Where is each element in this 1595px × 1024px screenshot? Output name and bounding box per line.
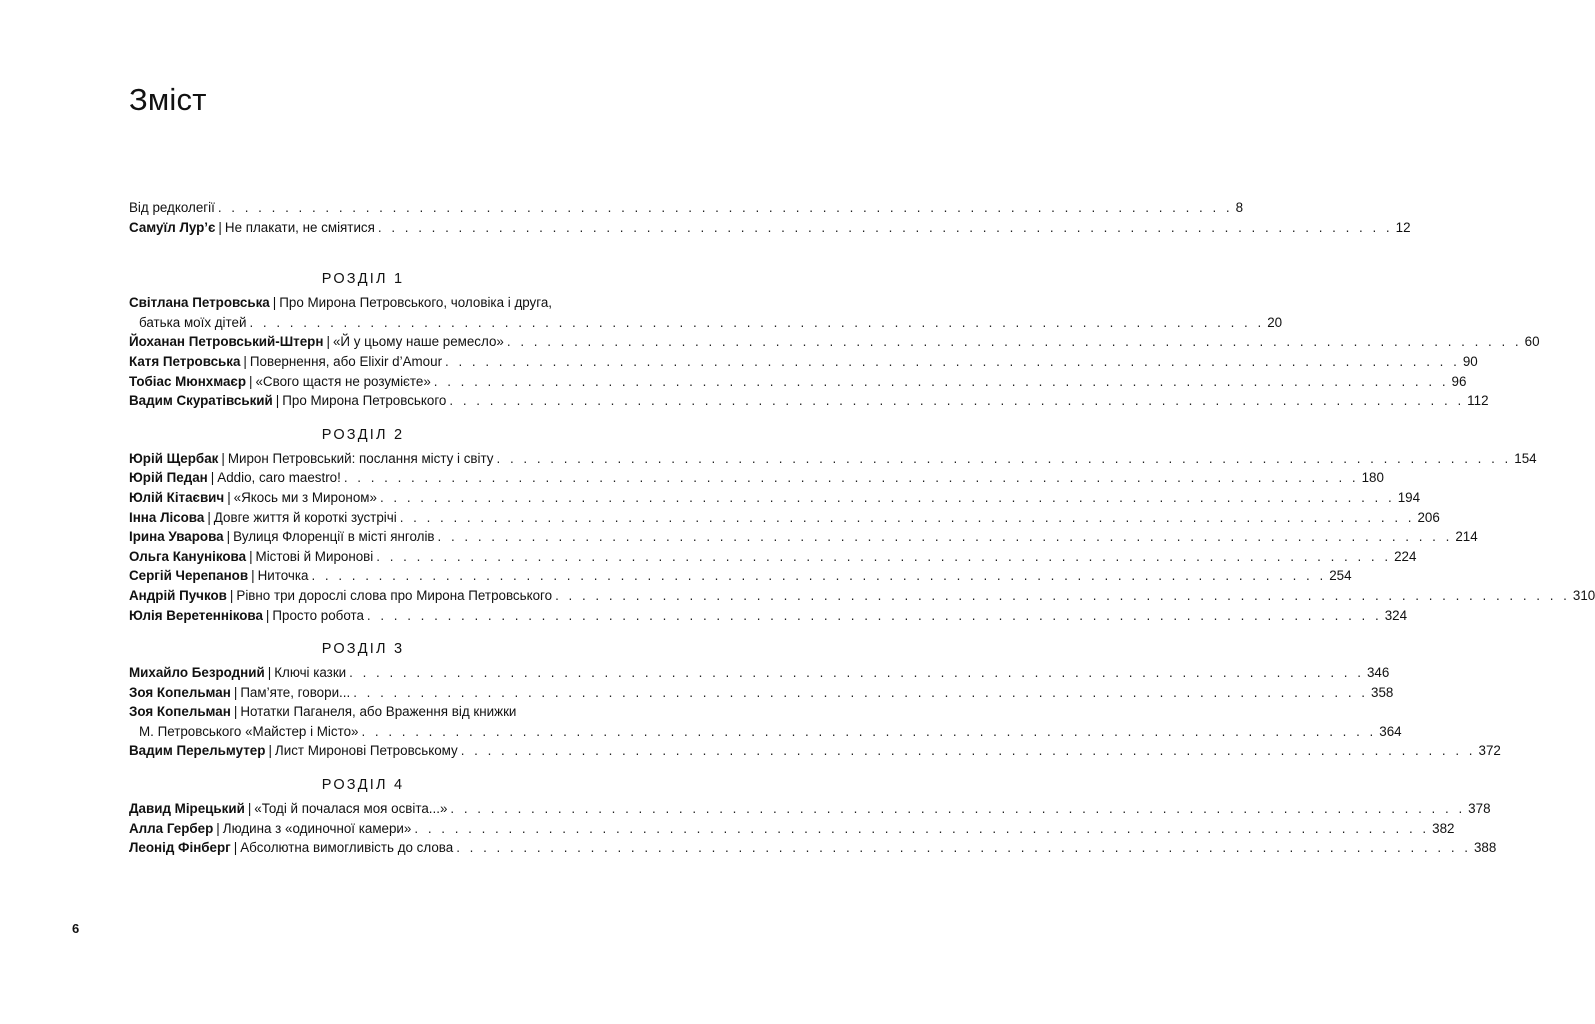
entry-title: Не плакати, не сміятися: [224, 219, 375, 235]
dot-leader: . . . . . . . . . . . . . . . . . . . . . . . . . . . . . . . . . . . . . . . . . . . . . . . . . . . . . . . . . . . . . . . . . . . . . . . . . . . .: [353, 684, 1369, 700]
dot-leader: . . . . . . . . . . . . . . . . . . . . . . . . . . . . . . . . . . . . . . . . . . . . . . . . . . . . . . . . . . . . . . . . . . . . . . . . . . . .: [496, 450, 1512, 466]
toc-entry[interactable]: [129, 391, 1489, 411]
entry-title: «Свого щастя не розумієте»: [255, 373, 431, 389]
entry-text: [129, 352, 442, 372]
page-number: 6: [72, 921, 80, 936]
entry-page: 346: [1366, 665, 1390, 681]
entry-title: Містові й Миронові: [255, 548, 374, 564]
separator: |: [243, 353, 247, 369]
separator: |: [233, 840, 238, 856]
entry-title: Нотатки Паганеля, або Враження від книжки: [240, 704, 517, 720]
entry-author: Йоханан Петровський-Штерн: [129, 334, 324, 350]
section-heading: РОЗДІЛ 4: [321, 777, 405, 794]
entry-author: Давид Мірецький: [129, 801, 245, 817]
entry-author: Самуїл Лур’є: [129, 219, 216, 235]
dot-leader: . . . . . . . . . . . . . . . . . . . . . . . . . . . . . . . . . . . . . . . . . . . . . . . . . . . . . . . . . . . . . . . . . . . . . . . . . . . .: [349, 665, 1364, 681]
entry-author: Юлій Кітаєвич: [129, 489, 225, 505]
toc-entry[interactable]: [129, 488, 1421, 508]
entry-title: Ниточка: [257, 568, 309, 584]
entry-text: [129, 372, 431, 392]
entry-title: Ключі казки: [274, 665, 347, 681]
dot-leader: . . . . . . . . . . . . . . . . . . . . . . . . . . . . . . . . . . . . . . . . . . . . . . . . . . . . . . . . . . . . . . . . . . . . . . . . . . . .: [343, 470, 1359, 486]
entry-author: Катя Петровська: [129, 353, 241, 369]
dot-leader: . . . . . . . . . . . . . . . . . . . . . . . . . . . . . . . . . . . . . . . . . . . . . . . . . . . . . . . . . . . . . . . . . . . . . . . . . . . .: [217, 200, 1233, 215]
toc-entry[interactable]: [129, 332, 1540, 352]
dot-leader: . . . . . . . . . . . . . . . . . . . . . . . . . . . . . . . . . . . . . . . . . . . . . . . . . . . . . . . . . . . . . . . . . . . . . . . . . . . .: [366, 607, 1382, 623]
entry-text: [129, 741, 458, 761]
toc-entry[interactable]: [129, 586, 1595, 606]
entry-page: 378: [1468, 801, 1491, 817]
entry-title: Довге життя й короткі зустрічі: [213, 509, 397, 525]
entry-author: Зоя Копельман: [129, 684, 231, 700]
entry-page: 60: [1524, 334, 1540, 350]
entry-title: Мирон Петровський: послання місту і світу: [227, 450, 494, 466]
dot-leader: . . . . . . . . . . . . . . . . . . . . . . . . . . . . . . . . . . . . . . . . . . . . . . . . . . . . . . . . . . . . . . . . . . . . . . . . . . . .: [460, 743, 1476, 759]
dot-leader: . . . . . . . . . . . . . . . . . . . . . . . . . . . . . . . . . . . . . . . . . . . . . . . . . . . . . . . . . . . . . . . . . . . . . . . . . . . .: [555, 587, 1570, 603]
entry-text: [129, 332, 504, 352]
entry-author: Юрій Щербак: [129, 450, 219, 466]
entry-page: 194: [1397, 489, 1421, 505]
dot-leader: . . . . . . . . . . . . . . . . . . . . . . . . . . . . . . . . . . . . . . . . . . . . . . . . . . . . . . . . . . . . . . . . . . . . . . . . . . . .: [414, 820, 1430, 836]
entry-text: [129, 566, 308, 586]
entry-author: Андрій Пучков: [129, 587, 227, 603]
toc-entry[interactable]: [129, 799, 1491, 819]
section-heading: РОЗДІЛ 1: [321, 271, 405, 288]
entry-page: 254: [1329, 568, 1352, 584]
separator: |: [272, 295, 277, 311]
entry-text: [129, 547, 373, 567]
entry-page: 96: [1451, 373, 1467, 389]
toc-entry[interactable]: [129, 702, 1402, 741]
dot-leader: . . . . . . . . . . . . . . . . . . . . . . . . . . . . . . . . . . . . . . . . . . . . . . . . . . . . . . . . . . . . . . . . . . . . . . . . . . . .: [379, 489, 1395, 505]
dot-leader: . . . . . . . . . . . . . . . . . . . . . . . . . . . . . . . . . . . . . . . . . . . . . . . . . . . . . . . . . . . . . . . . . . . . . . . . . . . .: [376, 548, 1392, 564]
entry-author: Вадим Перельмутер: [129, 743, 266, 759]
dot-leader: . . . . . . . . . . . . . . . . . . . . . . . . . . . . . . . . . . . . . . . . . . . . . . . . . . . . . . . . . . . . . . . . . . . . . . . . . . . .: [445, 353, 1460, 369]
entry-page: 8: [1235, 200, 1244, 215]
entry-author: Світлана Петровська: [129, 295, 270, 311]
entry-text: [129, 468, 341, 488]
entry-page: 206: [1417, 509, 1440, 525]
entry-text: [129, 508, 397, 528]
entry-title: «Тоді й почалася моя освіта...»: [254, 801, 448, 817]
separator: |: [226, 529, 231, 545]
entry-author: Інна Лісова: [129, 509, 205, 525]
entry-title: Пам’яте, говори...: [240, 684, 351, 700]
entry-page: 310: [1572, 587, 1595, 603]
toc-entry[interactable]: [129, 566, 1352, 586]
entry-text: [129, 838, 453, 858]
entry-page: 324: [1384, 607, 1408, 623]
separator: |: [267, 665, 272, 681]
toc-entry[interactable]: [129, 527, 1478, 547]
entry-page: 358: [1371, 684, 1394, 700]
entry-author: Сергій Черепанов: [129, 568, 249, 584]
separator: |: [216, 820, 220, 836]
entry-title: Рівно три дорослі слова про Мирона Петровського: [236, 587, 553, 603]
toc-entry[interactable]: [129, 508, 1440, 528]
toc-entry[interactable]: [129, 683, 1394, 703]
separator: |: [227, 489, 231, 505]
entry-title-continued: М. Петровського «Майстер і Місто»: [139, 723, 359, 739]
entry-title: Про Мирона Петровського: [282, 393, 447, 409]
entry-text: [129, 391, 446, 411]
entry-text: [129, 198, 215, 218]
dot-leader: . . . . . . . . . . . . . . . . . . . . . . . . . . . . . . . . . . . . . . . . . . . . . . . . . . . . . . . . . . . . . . . . . . . . . . . . . . . .: [361, 723, 1377, 739]
entry-title: Людина з «одиночної камери»: [222, 820, 412, 836]
page-title: Зміст: [129, 82, 207, 117]
entry-page: 20: [1267, 314, 1283, 330]
table-of-contents: [129, 198, 1595, 858]
entry-page: 180: [1361, 470, 1384, 486]
entry-page: 12: [1395, 219, 1411, 235]
entry-page: 388: [1473, 840, 1497, 856]
entry-title-continued: батька моїх дітей: [139, 314, 247, 330]
toc-entry[interactable]: [129, 838, 1497, 858]
dot-leader: . . . . . . . . . . . . . . . . . . . . . . . . . . . . . . . . . . . . . . . . . . . . . . . . . . . . . . . . . . . . . . . . . . . . . . . . . . . .: [456, 840, 1471, 856]
entry-title: Просто робота: [272, 607, 364, 623]
toc-entry[interactable]: [129, 741, 1501, 761]
dot-leader: . . . . . . . . . . . . . . . . . . . . . . . . . . . . . . . . . . . . . . . . . . . . . . . . . . . . . . . . . . . . . . . . . . . . . . . . . . . .: [399, 509, 1415, 525]
toc-entry[interactable]: [129, 468, 1384, 488]
section-heading: РОЗДІЛ 2: [321, 426, 405, 443]
entry-author: Юрій Педан: [129, 470, 208, 486]
separator: |: [218, 219, 222, 235]
toc-entry[interactable]: [129, 547, 1417, 567]
dot-leader: . . . . . . . . . . . . . . . . . . . . . . . . . . . . . . . . . . . . . . . . . . . . . . . . . . . . . . . . . . . . . . . . . . . . . . . . . . . .: [377, 219, 1393, 235]
entry-title: Вулиця Флоренції в місті янголів: [233, 529, 435, 545]
entry-page: 154: [1514, 450, 1537, 466]
dot-leader: . . . . . . . . . . . . . . . . . . . . . . . . . . . . . . . . . . . . . . . . . . . . . . . . . . . . . . . . . . . . . . . . . . . . . . . . . . . .: [437, 529, 1453, 545]
entry-title: Від редколегії: [129, 200, 215, 215]
entry-title: Лист Миронові Петровському: [274, 743, 458, 759]
toc-entry[interactable]: [129, 218, 1411, 238]
entry-author: Алла Гербер: [129, 820, 214, 836]
entry-title: «Й у цьому наше ремесло»: [332, 334, 504, 350]
entry-author: Леонід Фінберг: [129, 840, 231, 856]
entry-author: Зоя Копельман: [129, 704, 231, 720]
entry-author: Ольга Канунікова: [129, 548, 247, 564]
separator: |: [229, 587, 234, 603]
entry-page: 224: [1394, 548, 1417, 564]
entry-text: [129, 683, 350, 703]
entry-page: 364: [1379, 723, 1402, 739]
entry-page: 112: [1467, 393, 1489, 409]
separator: |: [326, 334, 330, 350]
separator: |: [275, 393, 280, 409]
separator: |: [221, 450, 225, 466]
dot-leader: . . . . . . . . . . . . . . . . . . . . . . . . . . . . . . . . . . . . . . . . . . . . . . . . . . . . . . . . . . . . . . . . . . . . . . . . . . . .: [249, 314, 1265, 330]
entry-title: Абсолютна вимогливість до слова: [240, 840, 454, 856]
entry-text: [129, 704, 516, 719]
separator: |: [249, 548, 253, 564]
dot-leader: . . . . . . . . . . . . . . . . . . . . . . . . . . . . . . . . . . . . . . . . . . . . . . . . . . . . . . . . . . . . . . . . . . . . . . . . . . . .: [450, 801, 1466, 817]
entry-title: «Якось ми з Мироном»: [233, 489, 377, 505]
toc-entry[interactable]: [129, 449, 1537, 469]
entry-text: [129, 606, 364, 626]
separator: |: [233, 684, 238, 700]
entry-text: [129, 449, 494, 469]
entry-text: [129, 586, 552, 606]
entry-title: Про Мирона Петровського, чоловіка і друга,: [279, 295, 553, 311]
section-heading: РОЗДІЛ 3: [321, 641, 405, 658]
entry-text: [129, 663, 346, 683]
separator: |: [251, 568, 255, 584]
entry-page: 214: [1455, 529, 1478, 545]
dot-leader: . . . . . . . . . . . . . . . . . . . . . . . . . . . . . . . . . . . . . . . . . . . . . . . . . . . . . . . . . . . . . . . . . . . . . . . . . . . .: [311, 568, 1327, 584]
entry-page: 372: [1478, 743, 1501, 759]
entry-text: [129, 819, 411, 839]
entry-author: Вадим Скуратівський: [129, 393, 273, 409]
entry-text: [129, 488, 377, 508]
entry-author: Юлія Веретеннікова: [129, 607, 263, 623]
entry-page: 90: [1462, 353, 1478, 369]
dot-leader: . . . . . . . . . . . . . . . . . . . . . . . . . . . . . . . . . . . . . . . . . . . . . . . . . . . . . . . . . . . . . . . . . . . . . . . . . . . .: [433, 373, 1449, 389]
toc-entry[interactable]: [129, 606, 1408, 626]
separator: |: [247, 801, 252, 817]
toc-entry[interactable]: [129, 352, 1478, 372]
separator: |: [268, 743, 272, 759]
entry-title: Повернення, або Elixir d’Amour: [249, 353, 443, 369]
entry-page: 382: [1432, 820, 1455, 836]
entry-text: [129, 799, 447, 819]
separator: |: [265, 607, 270, 623]
separator: |: [207, 509, 211, 525]
toc-entry[interactable]: [129, 819, 1455, 839]
entry-text: [129, 295, 552, 310]
toc-entry[interactable]: [129, 293, 1283, 332]
toc-entry[interactable]: [129, 372, 1467, 392]
entry-text: [129, 218, 375, 238]
toc-entry[interactable]: [129, 198, 1244, 218]
entry-text: [129, 527, 435, 547]
entry-author: Ірина Уварова: [129, 529, 224, 545]
separator: |: [233, 704, 238, 720]
separator: |: [210, 470, 215, 486]
entry-author: Михайло Безродний: [129, 665, 265, 681]
entry-title: Addio, caro maestro!: [217, 470, 341, 486]
dot-leader: . . . . . . . . . . . . . . . . . . . . . . . . . . . . . . . . . . . . . . . . . . . . . . . . . . . . . . . . . . . . . . . . . . . . . . . . . . . .: [449, 393, 1465, 409]
toc-entry[interactable]: [129, 663, 1390, 683]
entry-author: Тобіас Мюнхмаєр: [129, 373, 246, 389]
separator: |: [249, 373, 253, 389]
dot-leader: . . . . . . . . . . . . . . . . . . . . . . . . . . . . . . . . . . . . . . . . . . . . . . . . . . . . . . . . . . . . . . . . . . . . . . . . . . . .: [506, 334, 1522, 350]
